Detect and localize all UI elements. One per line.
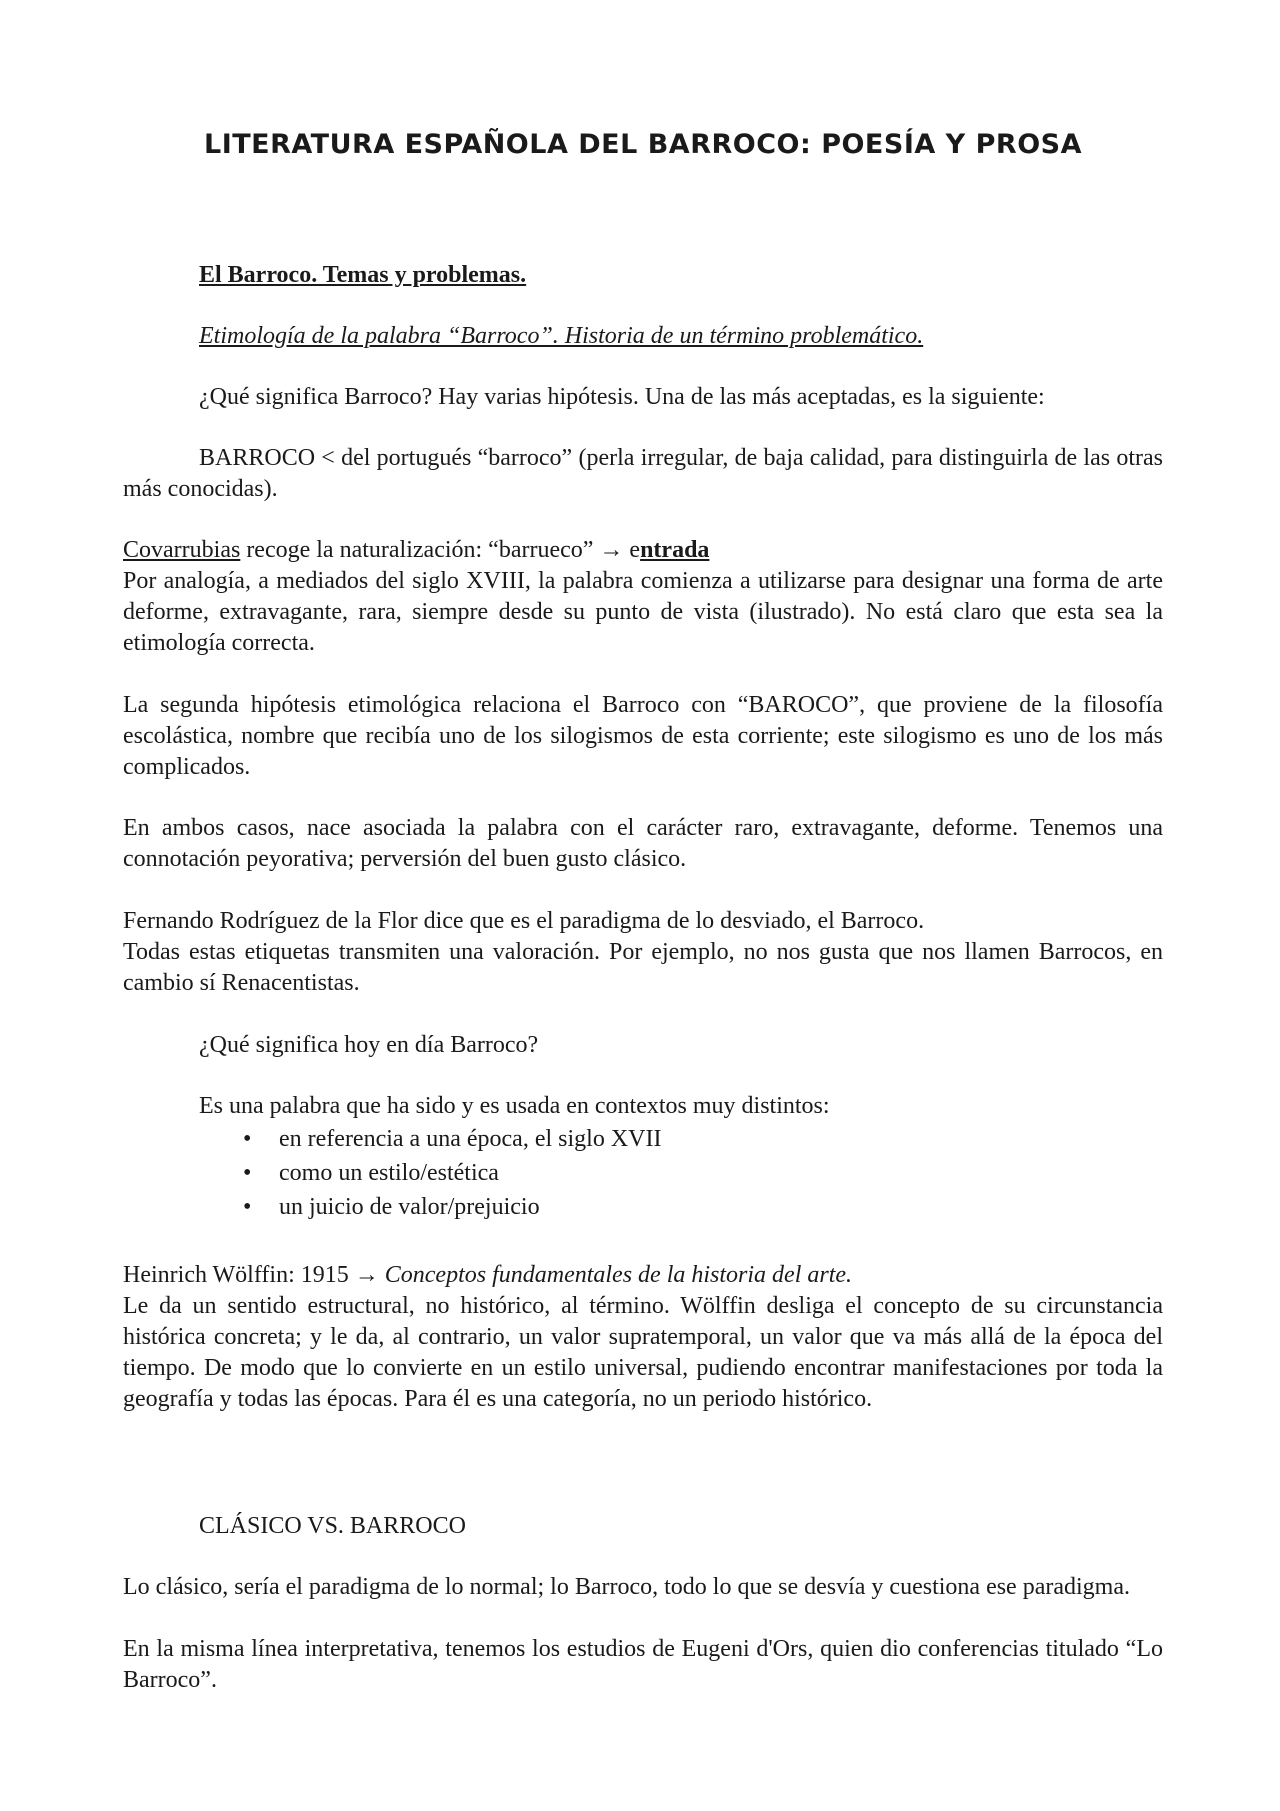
list-item: • un juicio de valor/prejuicio [123,1190,1163,1224]
paragraph-fernando: Fernando Rodríguez de la Flor dice que es el paradigma de lo desviado, el Barroco. [123,908,925,934]
paragraph-covarrubias [123,535,1163,566]
bullet-icon: • [243,1126,252,1152]
section-heading: El Barroco. Temas y problemas. [199,262,527,288]
covarrubias-name: Covarrubias [123,537,241,563]
list-item: • como un estilo/estética [123,1156,1163,1190]
covarrubias-entry: ntrada [640,537,710,563]
list-item: • en referencia a una época, el siglo XVII [123,1122,1163,1156]
document-title: LITERATURA ESPAÑOLA DEL BARROCO: POESÍA Y PROSA [203,129,1082,160]
paragraph-barroco-definition: BARROCO < del portugués “barroco” (perla irregular, de baja calidad, para distinguirla de las otras más conocidas). [123,445,1163,502]
paragraph-dors: En la misma línea interpretativa, tenemos los estudios de Eugeni d'Ors, quien dio conferencias titulado “Lo Barroco”. [123,1636,1163,1693]
paragraph-question-2: ¿Qué significa hoy en día Barroco? [199,1032,539,1058]
bullet-icon: • [243,1194,252,1220]
paragraph-wolfflin [123,1260,1163,1291]
covarrubias-text: recoge la naturalización: “barrueco” → e [240,537,641,563]
paragraph-etiquetas: Todas estas etiquetas transmiten una valoración. Por ejemplo, no nos gusta que nos llamen Barrocos, en cambio sí Renacentistas. [123,939,1163,996]
heading-clasico-vs-barroco: CLÁSICO VS. BARROCO [199,1513,466,1539]
paragraph-contextos: Es una palabra que ha sido y es usada en contextos muy distintos: [199,1093,830,1119]
paragraph-segunda-hipotesis: La segunda hipótesis etimológica relaciona el Barroco con “BAROCO”, que proviene de la filosofía escolástica, nombre que recibía uno de los silogismos de esta corriente; este silogismo es uno de los más complicados. [123,692,1163,780]
paragraph-ambos-casos: En ambos casos, nace asociada la palabra con el carácter raro, extravagante, deforme. Tenemos una connotación peyorativa; perversión del buen gusto clásico. [123,815,1163,872]
paragraph-question-1: ¿Qué significa Barroco? Hay varias hipótesis. Una de las más aceptadas, es la siguiente: [199,384,1045,410]
wolfflin-prefix: Heinrich Wölffin: 1915 → [123,1262,385,1288]
bullet-list [123,1122,1163,1224]
paragraph-analogia: Por analogía, a mediados del siglo XVIII, la palabra comienza a utilizarse para designar una forma de arte deforme, extravagante, rara, siempre desde su punto de vista (ilustrado). No está claro que esta sea la etimología correcta. [123,568,1163,656]
paragraph-sentido-estructural: Le da un sentido estructural, no histórico, al término. Wölffin desliga el concepto de su circunstancia histórica concreta; y le da, al contrario, un valor supratemporal, un valor que va más allá de la época del tiempo. De modo que lo convierte en un estilo universal, pudiendo encontrar manifestaciones por toda la geografía y todas las épocas. Para él es una categoría, no un periodo histórico. [123,1293,1163,1412]
bullet-icon: • [243,1160,252,1186]
paragraph-clasico: Lo clásico, sería el paradigma de lo normal; lo Barroco, todo lo que se desvía y cuestiona ese paradigma. [123,1574,1130,1600]
subheading: Etimología de la palabra “Barroco”. Historia de un término problemático. [199,323,924,349]
wolfflin-book-title: Conceptos fundamentales de la historia del arte. [384,1262,853,1288]
